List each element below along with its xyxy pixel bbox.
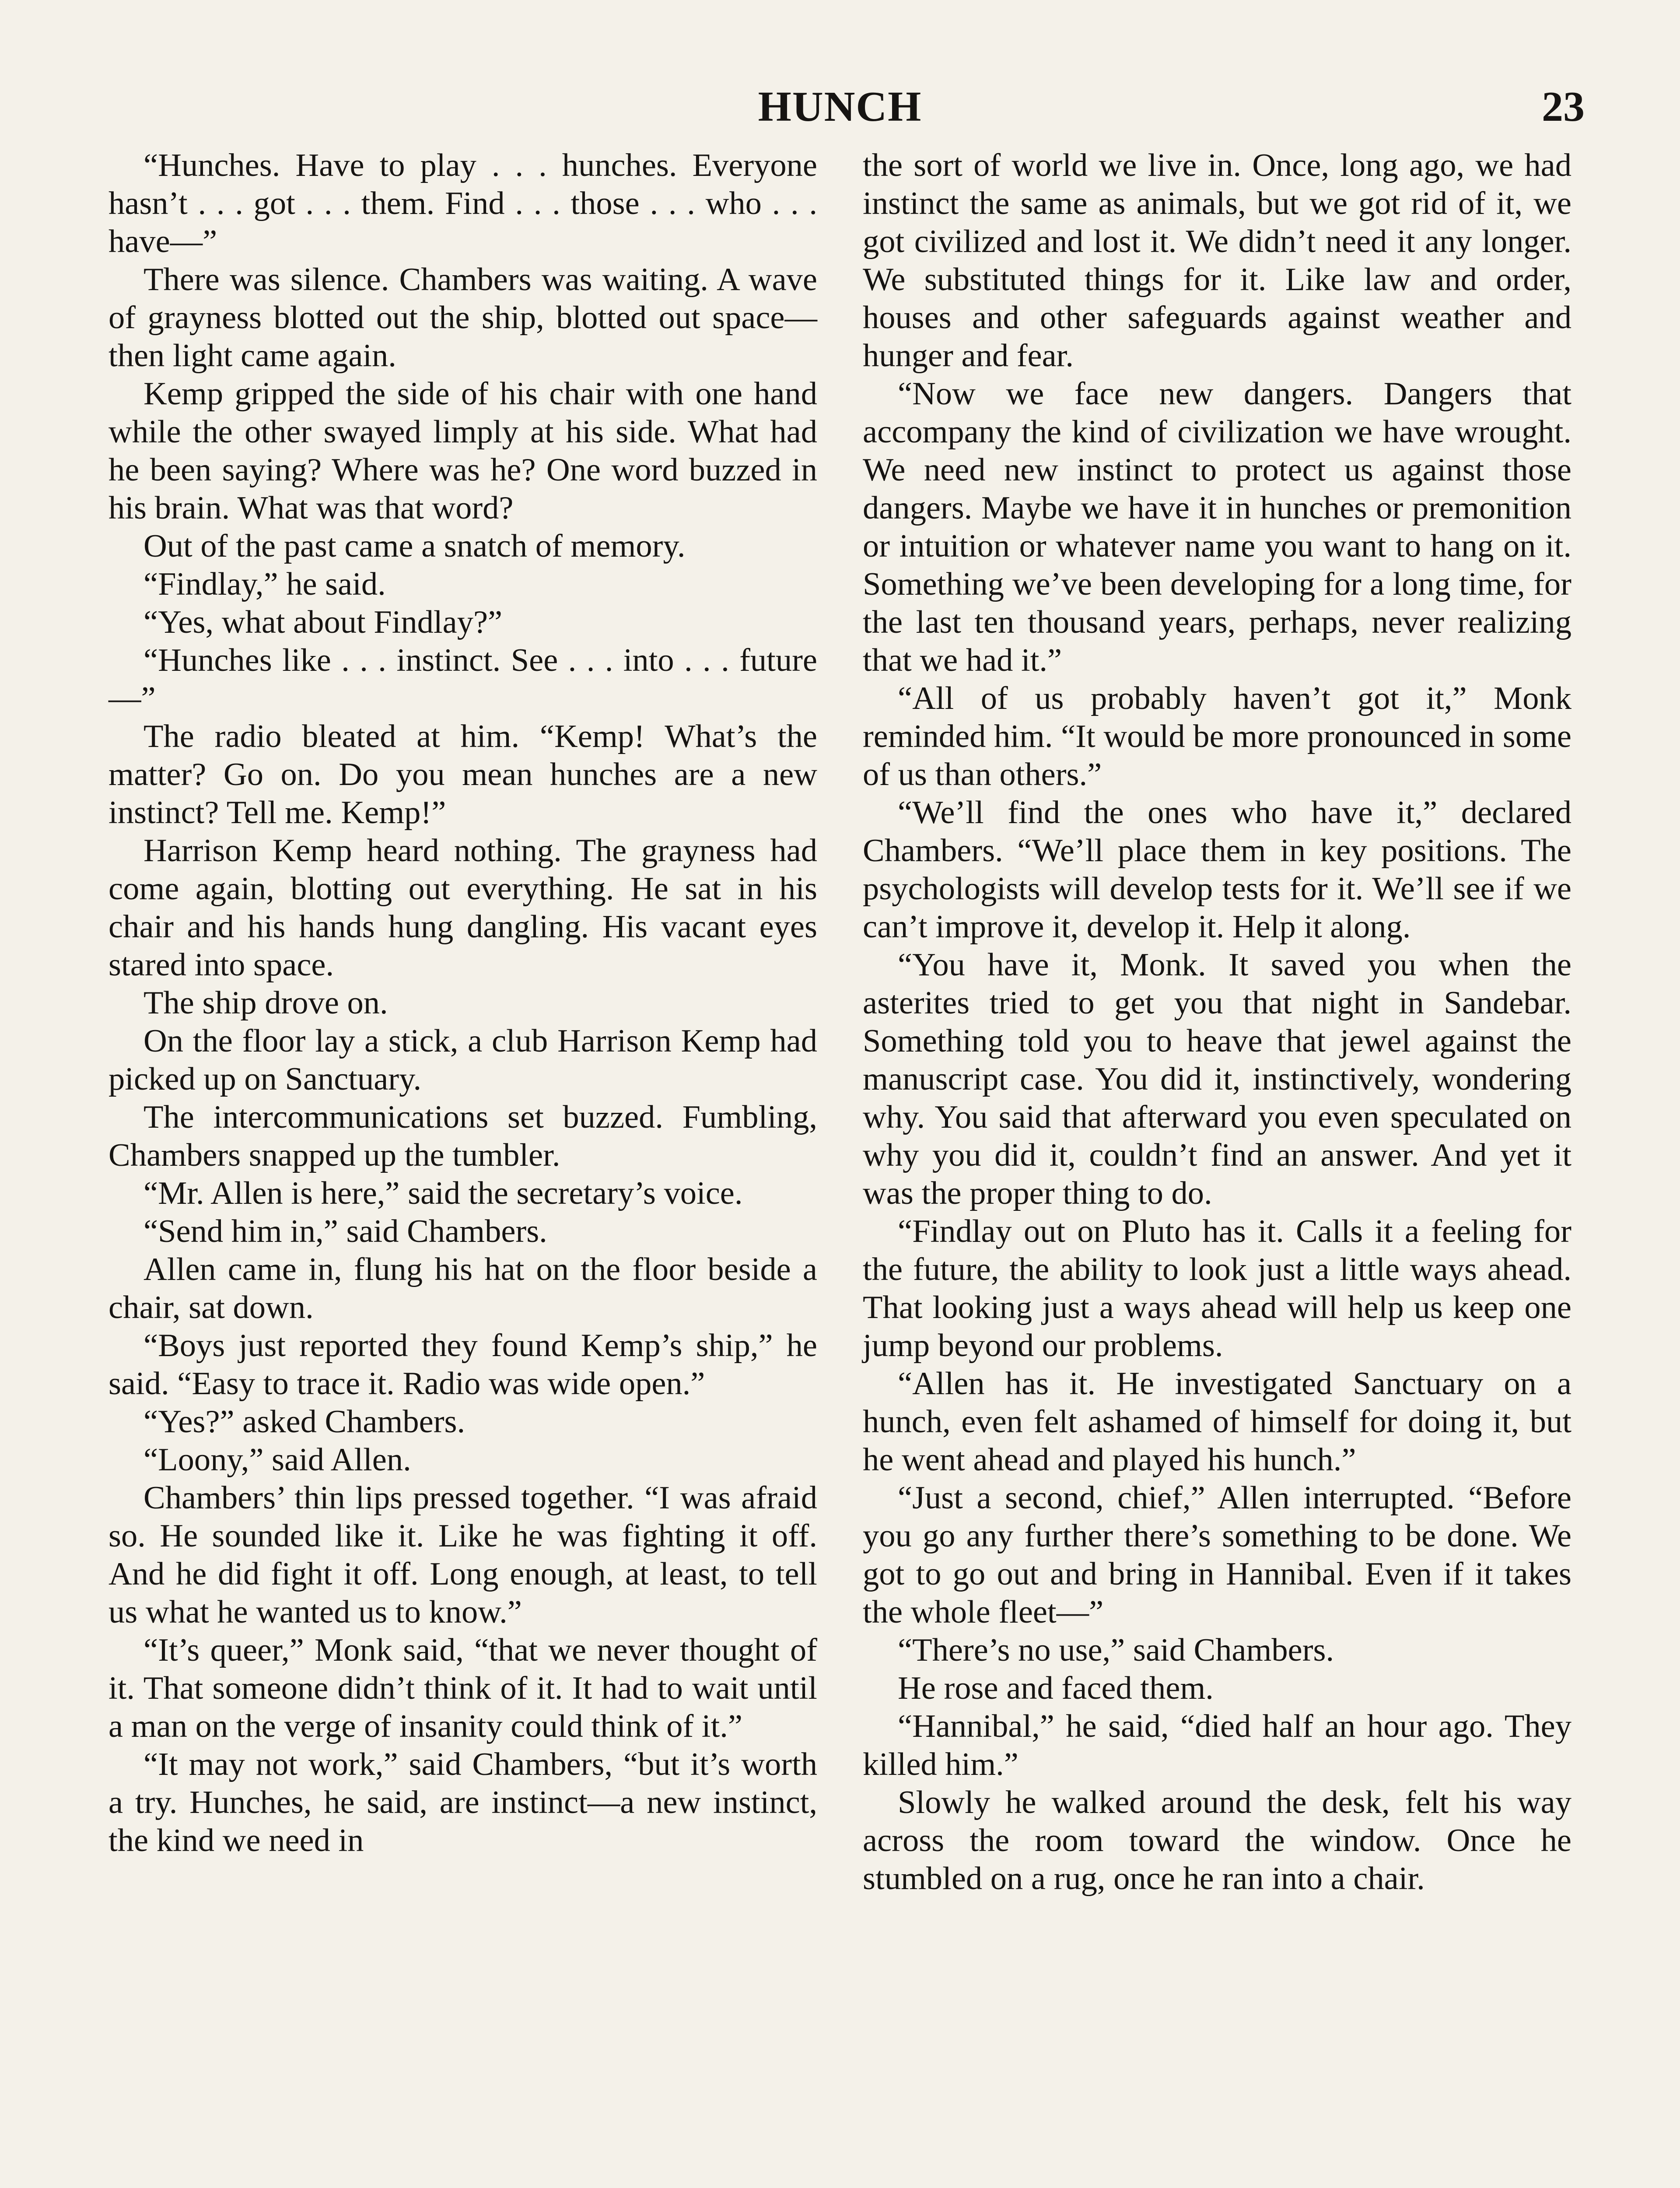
paragraph: Harrison Kemp heard nothing. The grayness had come again, blotting out everything. He sat in his chair and his hands hung dangling. His vacant eyes stared into space. [108,833,817,983]
paragraph: “Findlay,” he said. [144,566,386,602]
paragraph: Allen came in, flung his hat on the floor beside a chair, sat down. [108,1252,817,1325]
paragraph: He rose and faced them. [898,1670,1214,1706]
paragraph: There was silence. Chambers was waiting. A wave of grayness blotted out the ship, blotted out space—then light came again. [108,262,817,374]
paragraph: Out of the past came a snatch of memory. [144,528,686,564]
paragraph: “Yes?” asked Chambers. [144,1404,466,1440]
paragraph: Chambers’ thin lips pressed together. “I was afraid so. He sounded like it. Like he was fighting it off. And he did fight it off. Long enough, at least, to tell us what he wanted us to know.” [108,1480,817,1630]
paragraph: The radio bleated at him. “Kemp! What’s the matter? Go on. Do you mean hunches are a new instinct? Tell me. Kemp!” [108,719,817,831]
paragraph: On the floor lay a stick, a club Harrison Kemp had picked up on Sanctuary. [108,1023,817,1097]
paragraph: Kemp gripped the side of his chair with one hand while the other swayed limply at his side. What had he been saying? Where was he? One word buzzed in his brain. What was that word? [108,376,817,526]
paragraph: “Yes, what about Findlay?” [144,604,503,640]
paragraph: Slowly he walked around the desk, felt his way across the room toward the window. Once he stumbled on a rug, once he ran into a chair. [863,1785,1572,1897]
paragraph: “There’s no use,” said Chambers. [898,1632,1334,1668]
paragraph: “All of us probably haven’t got it,” Monk reminded him. “It would be more pronounced in some of us than others.” [863,680,1572,792]
paragraph: “Now we face new dangers. Dangers that accompany the kind of civilization we have wrought. We need new instinct to protect us against those dangers. Maybe we have it in hunches or premonition or intuition or whatever name you want to hang on it. Something we’ve been developing for a long time, for the last ten thousand years, perhaps, never realizing that we had it.” [863,376,1572,678]
running-title: HUNCH [758,83,922,130]
paragraph: “Send him in,” said Chambers. [144,1213,547,1249]
paragraph: the sort of world we live in. Once, long ago, we had instinct the same as animals, but we got rid of it, we got civilized and lost it. We didn’t need it any longer. We substituted things for it. Like law and order, houses and other safeguards against weather and hunger and fear. [863,147,1572,374]
paragraph: “Allen has it. He investigated Sanctuary on a hunch, even felt ashamed of himself for doing it, but he went ahead and played his hunch.” [863,1366,1572,1478]
paragraph: “Hannibal,” he said, “died half an hour ago. They killed him.” [863,1708,1572,1782]
paragraph: “Loony,” said Allen. [144,1442,411,1478]
paragraph: “Boys just reported they found Kemp’s ship,” he said. “Easy to trace it. Radio was wide open.” [108,1328,817,1402]
paragraph: “Mr. Allen is here,” said the secretary’s voice. [144,1175,743,1211]
paragraph: “Hunches. Have to play . . . hunches. Everyone hasn’t . . . got . . . them. Find . . . those . . . who . . . have—” [108,147,817,259]
paragraph: The intercommunications set buzzed. Fumbling, Chambers snapped up the tumbler. [108,1099,817,1173]
paragraph: The ship drove on. [144,985,388,1021]
paragraph: “You have it, Monk. It saved you when the asterites tried to get you that night in Sandebar. Something told you to heave that jewel against the manuscript case. You did it, instinctively, wondering why. You said that afterward you even speculated on why you did it, couldn’t find an answer. And yet it was the proper thing to do. [863,947,1572,1211]
paragraph: “Just a second, chief,” Allen interrupted. “Before you go any further there’s something to be done. We got to go out and bring in Hannibal. Even if it takes the whole fleet—” [863,1480,1572,1630]
paragraph: “Findlay out on Pluto has it. Calls it a feeling for the future, the ability to look just a little ways ahead. That looking just a ways ahead will help us keep one jump beyond our problems. [863,1213,1572,1364]
paragraph: “It may not work,” said Chambers, “but it’s worth a try. Hunches, he said, are instinct—a new instinct, the kind we need in [108,1746,817,1858]
left-column [108,147,817,1860]
right-column [863,147,1572,1898]
paragraph: “Hunches like . . . instinct. See . . . into . . . future—” [108,642,817,716]
paragraph: “It’s queer,” Monk said, “that we never thought of it. That someone didn’t think of it. It had to wait until a man on the verge of insanity could think of it.” [108,1632,817,1744]
page-number: 23 [1542,83,1585,130]
paragraph: “We’ll find the ones who have it,” declared Chambers. “We’ll place them in key positions. The psychologists will develop tests for it. We’ll see if we can’t improve it, develop it. Help it along. [863,795,1572,945]
